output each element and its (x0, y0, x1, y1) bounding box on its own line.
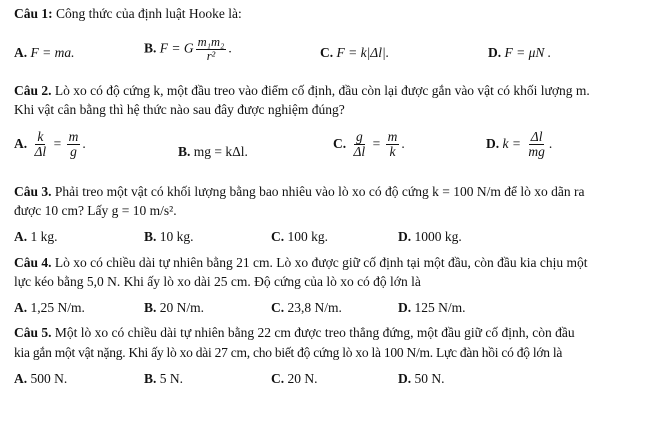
q1-option-c-formula: F = k|Δl|. (336, 45, 390, 60)
q2-option-a-fraction-1: $\frac{k}{\Delta l}$ (34, 129, 47, 160)
question-2: Câu 2. Lò xo có độ cứng k, một đầu treo vào điểm cố định, đầu còn lại được gắn vào vật có khối lượng m. (14, 83, 590, 98)
q4-option-a[interactable]: A. 1,25 N/m. (14, 300, 85, 315)
q1-option-d-formula: F = μN . (504, 45, 552, 60)
q2-option-d-fraction: $\frac{\Delta l}{mg}$ (528, 129, 545, 160)
q1-option-b[interactable]: B. F = G $\frac{\text{m₁m₂}}{\text{r²}}$ . (144, 35, 232, 64)
q3-option-b[interactable]: B. 10 kg. (144, 229, 194, 244)
q2-option-a[interactable]: A. $\frac{k}{\Delta l}$ = $\frac{m}{g}$ . (14, 129, 86, 160)
q3-option-d[interactable]: D. 1000 kg. (398, 229, 462, 244)
q5-option-c[interactable]: C. 20 N. (271, 371, 318, 386)
q4-option-c[interactable]: C. 23,8 N/m. (271, 300, 342, 315)
question-2-label: Câu 2. (14, 83, 52, 98)
question-5-line2: kia gắn một vật nặng. Khi ấy lò xo dài 27 cm, cho biết độ cứng lò xo là 100 N/m. Lực đàn hồi có độ lớn là (14, 345, 563, 360)
q2-option-b-formula: mg = kΔl. (193, 144, 248, 159)
question-1-label: Câu 1: (14, 6, 53, 21)
q2-option-c-fraction-1: $\frac{g}{\Delta l}$ (353, 129, 366, 160)
q1-option-d[interactable]: D. F = μN . (488, 45, 552, 60)
question-1 (14, 6, 242, 22)
question-5-label: Câu 5. (14, 325, 52, 340)
question-4: Câu 4. Lò xo có chiều dài tự nhiên bằng 21 cm. Lò xo được giữ cố định tại một đầu, còn đầu kia chịu một (14, 255, 588, 270)
question-4-label: Câu 4. (14, 255, 52, 270)
question-2-line2: Khi vật cân bằng thì hệ thức nào sau đây được nghiệm đúng? (14, 102, 345, 117)
q3-option-a[interactable]: A. 1 kg. (14, 229, 58, 244)
q4-option-b[interactable]: B. 20 N/m. (144, 300, 205, 315)
question-4-line2: lực kéo bằng 5,0 N. Khi ấy lò xo dài 25 cm. Độ cứng của lò xo có độ lớn là (14, 274, 421, 289)
q1-option-b-fraction: $\frac{\text{m₁m₂}}{\text{r²}}$ (197, 35, 225, 64)
question-5: Câu 5. Một lò xo có chiều dài tự nhiên bằng 22 cm được treo thẳng đứng, một đầu giữ cố định, còn đầu (14, 325, 575, 340)
q1-option-c[interactable]: C. F = k|Δl|. (320, 45, 390, 60)
question-1-text: Công thức của định luật Hooke là: (56, 6, 242, 21)
q2-option-c[interactable]: C. $\frac{g}{\Delta l}$ = $\frac{m}{k}$ . (333, 129, 405, 160)
q5-option-b[interactable]: B. 5 N. (144, 371, 184, 386)
q2-option-b[interactable]: B. mg = kΔl. (178, 144, 248, 159)
question-3-label: Câu 3. (14, 184, 52, 199)
q2-option-d[interactable]: D. k = $\frac{\Delta l}{mg}$ . (486, 129, 553, 160)
q5-option-d[interactable]: D. 50 N. (398, 371, 445, 386)
q1-option-a-formula: F = ma. (30, 45, 75, 60)
q2-option-c-fraction-2: $\frac{m}{k}$ (387, 129, 398, 160)
q1-option-a[interactable]: A. F = ma. (14, 45, 75, 60)
q3-option-c[interactable]: C. 100 kg. (271, 229, 328, 244)
question-3: Câu 3. Phải treo một vật có khối lượng bằng bao nhiêu vào lò xo có độ cứng k = 100 N/m để lò xo dãn ra (14, 184, 585, 199)
q5-option-a[interactable]: A. 500 N. (14, 371, 68, 386)
question-3-line2: được 10 cm? Lấy g = 10 m/s². (14, 203, 177, 218)
q2-option-a-fraction-2: $\frac{m}{g}$ (68, 129, 79, 160)
q4-option-d[interactable]: D. 125 N/m. (398, 300, 466, 315)
